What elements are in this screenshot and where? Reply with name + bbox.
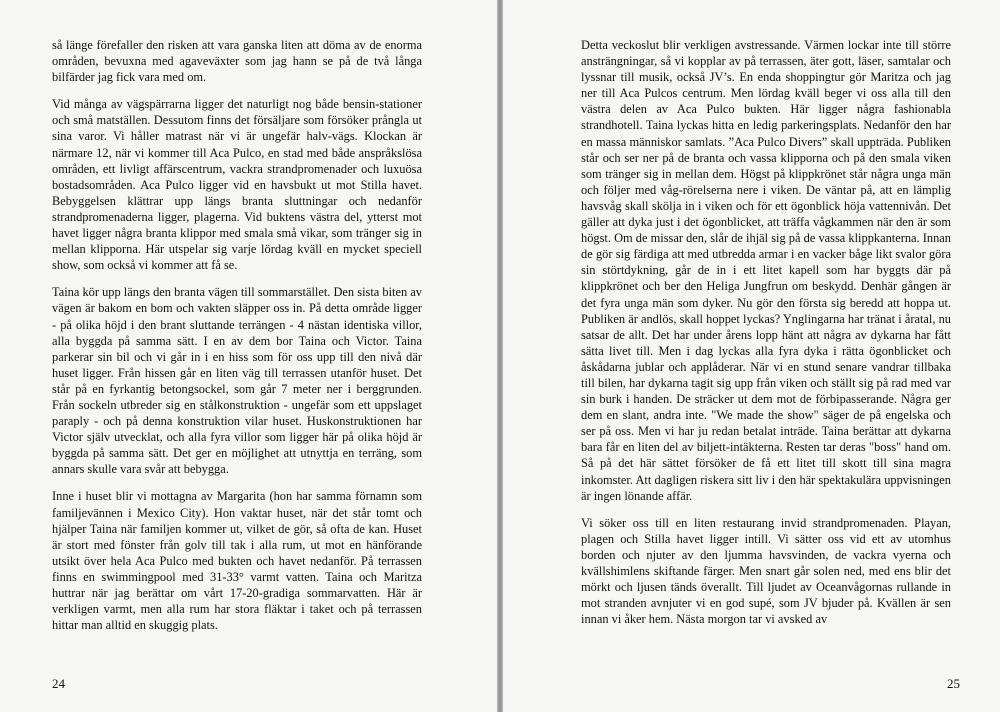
paragraph: så länge förefaller den risken att vara ganska liten att döma av de enorma områden, bevuxna med agaveväxter som jag hann se på de två långa bilfärder jag fick vara med om.	[52, 38, 422, 85]
paragraph: Vid många av vägspärrarna ligger det naturligt nog både bensin-stationer och små matställen. Dessutom finns det försäljare som försöker prångla ut sina varor. Vi håller matrast när vi är ungefär halv-vägs. Klockan är närmare 12, när vi kommer till Aca Pulco, en stad med både anspråkslösa områden, ett livligt affärscentrum, vackra strandpromenader och luxuösa bostadsområden. Aca Pulco ligger vid en havsbukt ut mot Stilla havet. Bebyggelsen klättrar upp längs branta sluttningar och nedanför strandpromenaderna ligger, plagerna. Vid buktens västra del, ytterst mot havet ligger några branta klippor med smala små vikar, som tränger sig in mellan klipporna. Här utspelar sig varje lördag kväll en mycket speciell show, som också vi kommer att få se.	[52, 97, 422, 273]
right-page	[503, 0, 1000, 712]
left-page	[0, 0, 497, 712]
paragraph: Detta veckoslut blir verkligen avstressande. Värmen lockar inte till större ansträngningar, så vi kopplar av på terrassen, äter gott, läser, samtalar och lyssnar till musik, också JV’s. En enda shoppingtur gör Maritza och jag ner till Aca Pulcos centrum. Men lördag kväll beger vi oss alla till den västra delen av Aca Pulco bukten. Här ligger några fashionabla strandhotell. Taina lyckas hitta en ledig parkeringsplats. Nedanför den har en massa människor samlats. ”Aca Pulco Divers” skall uppträda. Publiken står och ser ner på de branta och vassa klipporna och på den smala viken som tränger sig in mellan dem. Högst på klippkrönet står några unga män och följer med våg-rörelserna nere i viken. De väntar på, att en lämplig havsvåg skall skölja in i viken och för ett ögonblick höja vattennivån. Det gäller att dyka just i det ögonblicket, att träffa vågkammen när den är som högst. Om de missar den, slår de ihjäl sig på de vassa klippkanterna. Innan de gör sig färdiga att med utbredda armar i en vacker båge likt svalor göra sin störtdykning, går de in i ett litet kapell som har byggts där på klippkrönet och ber den Heliga Jungfrun om beskydd. Denhär gången är det fyra unga män som dyker. Nu gör den första sig beredd att hoppa ut. Publiken är andlös, skall hoppet lyckas? Ynglingarna har tränat i åratal, nu satsar de allt. Det har under årens lopp hänt att några av dykarna har fått sätta livet till. Men i dag lyckas alla fyra dyka i rätta ögonblicket och åskådarna jublar och applåderar. När vi en stund senare vandrar tillbaka till bilen, har dykarna tagit sig upp från viken och ställt sig på rad med var sin burk i handen. De sträcker ut dem mot de förbipasserande. Några ger dem en slant, andra inte. "We made the show" säger de på engelska och ser på oss. Men vi har ju redan betalat inträde. Taina berättar att dykarna bara får en liten del av biljett-intäkterna. Resten tar deras "boss" hand om. Så på det här sättet försöker de få ett litet till skott till sina magra inkomster. Att dagligen riskera sitt liv i den här spektakulära uppvisningen är ingen lönande affär.	[581, 38, 951, 503]
paragraph: Inne i huset blir vi mottagna av Margarita (hon har samma förnamn som familjevännen i Mexico City). Hon vaktar huset, när det står tomt och hjälper Taina när familjen kommer ut, vilket de gör, så ofta de kan. Huset är stort med fönster från golv till tak i alla rum, ut mot en hänförande utsikt över hela Aca Pulco med bukten och havet nedanför. På terrassen finns en swimmingpool med 31-33° varmt vatten. Taina och Maritza huttrar när jag berättar om vårt 17-20-gradiga sommarvatten. Här är verkligen varmt, men alla rum har stora fläktar i taket och på terrassen hittar man alltid en skuggig plats.	[52, 489, 422, 633]
paragraph: Vi söker oss till en liten restaurang invid strandpromenaden. Playan, plagen och Stilla havet ligger intill. Vi sätter oss vid ett av utomhus borden och njuter av den ljumma havsvinden, de vackra vyerna och kvällshimlens skiftande färger. Men snart går solen ned, med ens blir det mörkt och ljusen tänds överallt. Till ljudet av Oceanvågornas rullande in mot stranden avnjuter vi en god supé, som JV bjuder på. Kvällen är sen innan vi åker hem. Nästa morgon tar vi avsked av	[581, 515, 951, 627]
paragraph: Taina kör upp längs den branta vägen till sommarstället. Den sista biten av vägen är bakom en bom och vakten släpper oss in. På detta område ligger - på olika höjd i den brant sluttande terrängen - 4 nästan identiska villor, alla byggda på samma sätt. I en av dem bor Taina och Victor. Taina parkerar sin bil och vi går in i en hiss som för oss upp till den nivå där huset ligger. Från hissen går en liten väg till terrassen utanför huset. Det står på en fyrkantig betongsockel, som går 7 meter ner i berggrunden. Från sockeln utbreder sig en stålkonstruktion - ungefär som ett uppslaget paraply - och på denna konstruktion vilar huset. Huskonstruktionen har Victor själv utvecklat, och alla fyra villor som ligger här på olika höjd är byggda på samma sätt. Det ger en möjlighet att utnyttja en terräng, som annars skulle vara svår att bebygga.	[52, 285, 422, 477]
left-page-text	[52, 37, 422, 644]
right-page-text	[581, 37, 951, 638]
page-number: 24	[52, 676, 65, 691]
page-number: 25	[947, 676, 960, 691]
